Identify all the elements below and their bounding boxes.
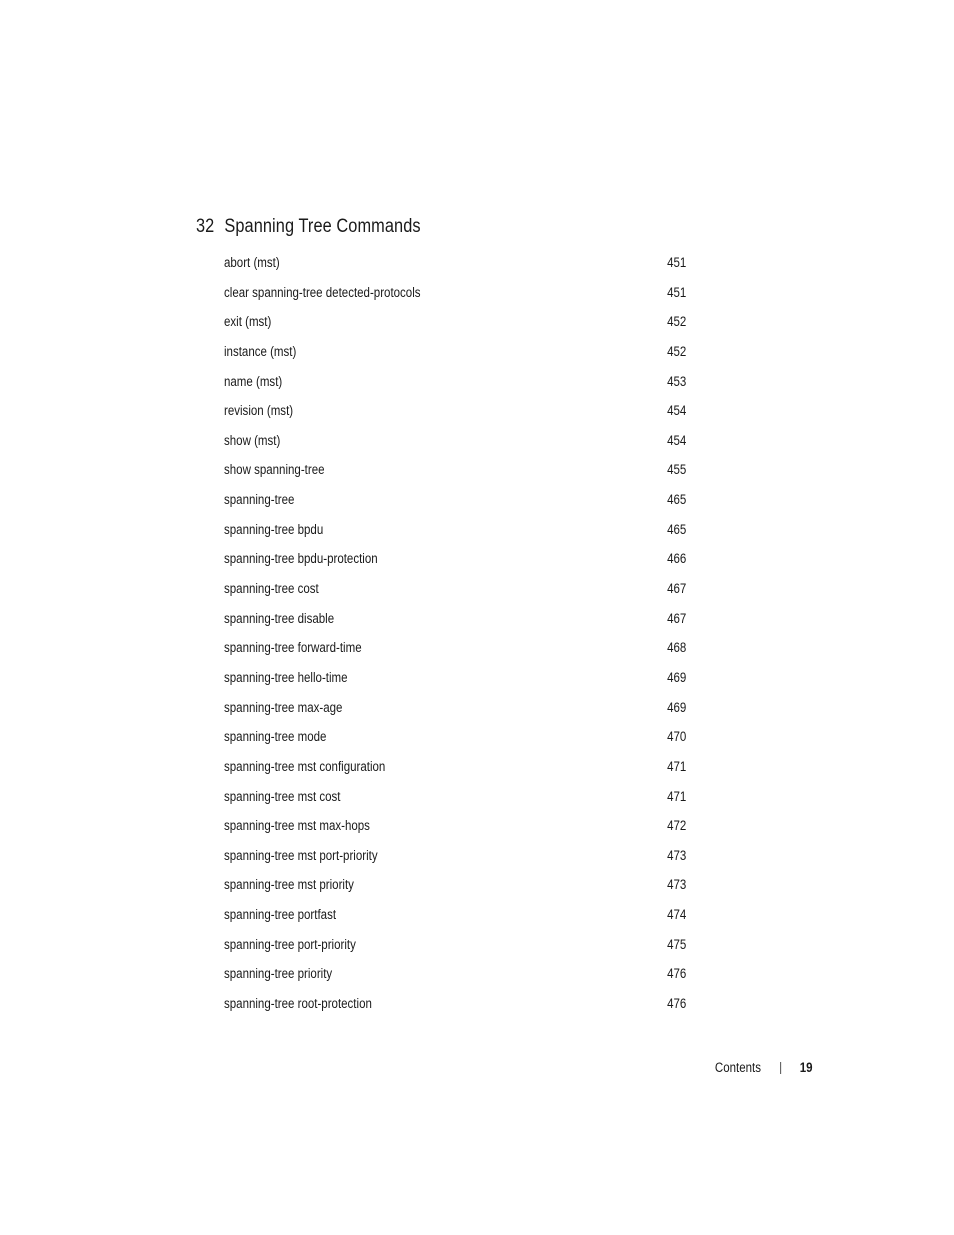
page-footer	[715, 1060, 813, 1075]
toc-entry-title[interactable]: spanning-tree	[224, 492, 295, 508]
toc-entry-page[interactable]: 453	[666, 373, 686, 389]
toc-entry-title[interactable]: abort (mst)	[224, 255, 280, 270]
chapter-heading	[196, 216, 421, 238]
footer-page-number: 19	[800, 1060, 813, 1075]
toc-entry[interactable]	[224, 337, 686, 367]
toc-entry-page[interactable]: 471	[666, 758, 686, 774]
toc-entry[interactable]	[224, 604, 686, 634]
toc-entry[interactable]	[224, 278, 686, 308]
toc-entry-title[interactable]: spanning-tree port-priority	[224, 936, 356, 952]
toc-entry[interactable]	[224, 752, 686, 782]
toc-entry[interactable]	[224, 722, 686, 752]
toc-entry[interactable]	[224, 544, 686, 574]
toc-entry-title[interactable]: instance (mst)	[224, 343, 297, 359]
toc-entry[interactable]	[224, 693, 686, 723]
toc-entry-page[interactable]: 452	[666, 314, 686, 330]
toc-entry[interactable]	[224, 515, 686, 545]
toc-entry-title[interactable]: spanning-tree portfast	[224, 907, 337, 923]
toc-entry-title[interactable]: spanning-tree mst max-hops	[224, 818, 370, 834]
toc-entry[interactable]	[224, 989, 686, 1019]
toc-entry-title[interactable]: spanning-tree bpdu	[224, 521, 324, 537]
toc-entry-page[interactable]: 473	[666, 877, 686, 893]
toc-entry-title[interactable]: spanning-tree cost	[224, 581, 319, 597]
toc-entry-title[interactable]: spanning-tree bpdu-protection	[224, 551, 378, 567]
toc-entry-title[interactable]: spanning-tree mode	[224, 729, 327, 745]
toc-entry[interactable]	[224, 485, 686, 515]
toc-entry-page[interactable]: 472	[666, 818, 686, 834]
chapter-number: 32	[196, 216, 215, 237]
toc-entry[interactable]	[224, 663, 686, 693]
toc-entry-page[interactable]: 469	[666, 669, 686, 685]
toc-entry-title[interactable]: spanning-tree root-protection	[224, 996, 372, 1012]
toc-entry-title[interactable]: clear spanning-tree detected-protocols	[224, 284, 421, 300]
toc-entry-title[interactable]: show spanning-tree	[224, 462, 325, 478]
toc-entry[interactable]	[224, 367, 686, 397]
toc-entry[interactable]	[224, 930, 686, 960]
toc-entry-title[interactable]: spanning-tree max-age	[224, 699, 343, 715]
toc-entry[interactable]	[224, 841, 686, 871]
toc-entry-page[interactable]: 473	[666, 847, 686, 863]
toc-entry-page[interactable]: 471	[666, 788, 686, 804]
toc-entry-page[interactable]: 467	[666, 610, 686, 626]
footer-section-label: Contents	[715, 1060, 762, 1075]
toc-entry[interactable]	[224, 307, 686, 337]
toc-entry[interactable]	[224, 248, 686, 278]
toc-entry-page[interactable]: 466	[666, 551, 686, 567]
toc-entry-title[interactable]: spanning-tree disable	[224, 610, 335, 626]
toc-entry[interactable]	[224, 811, 686, 841]
toc-entry-title[interactable]: spanning-tree mst cost	[224, 788, 341, 804]
toc-entry-page[interactable]: 467	[666, 581, 686, 597]
toc-entry[interactable]	[224, 396, 686, 426]
toc-entry-page[interactable]: 454	[666, 403, 686, 419]
toc-list	[224, 248, 686, 1019]
toc-entry-page[interactable]: 451	[666, 255, 686, 270]
toc-entry[interactable]	[224, 782, 686, 812]
toc-entry-title[interactable]: spanning-tree mst port-priority	[224, 847, 378, 863]
toc-entry[interactable]	[224, 959, 686, 989]
toc-entry[interactable]	[224, 900, 686, 930]
toc-entry-page[interactable]: 465	[666, 521, 686, 537]
toc-entry-title[interactable]: spanning-tree hello-time	[224, 669, 348, 685]
toc-entry-page[interactable]: 452	[666, 343, 686, 359]
toc-entry-title[interactable]: exit (mst)	[224, 314, 272, 330]
toc-entry-title[interactable]: show (mst)	[224, 432, 281, 448]
toc-entry-title[interactable]: revision (mst)	[224, 403, 294, 419]
toc-entry-page[interactable]: 476	[666, 996, 686, 1012]
footer-divider	[780, 1062, 781, 1074]
toc-entry-title[interactable]: name (mst)	[224, 373, 283, 389]
toc-entry-page[interactable]: 470	[666, 729, 686, 745]
toc-entry-page[interactable]: 475	[666, 936, 686, 952]
toc-entry-page[interactable]: 476	[666, 966, 686, 982]
toc-entry-title[interactable]: spanning-tree priority	[224, 966, 333, 982]
toc-entry[interactable]	[224, 633, 686, 663]
toc-entry[interactable]	[224, 426, 686, 456]
toc-entry[interactable]	[224, 574, 686, 604]
toc-entry-page[interactable]: 454	[666, 432, 686, 448]
toc-entry-title[interactable]: spanning-tree mst priority	[224, 877, 354, 893]
toc-entry-title[interactable]: spanning-tree mst configuration	[224, 758, 386, 774]
toc-entry-page[interactable]: 469	[666, 699, 686, 715]
toc-entry[interactable]	[224, 870, 686, 900]
toc-entry-page[interactable]: 465	[666, 492, 686, 508]
toc-entry[interactable]	[224, 455, 686, 485]
toc-entry-page[interactable]: 451	[666, 284, 686, 300]
toc-entry-page[interactable]: 474	[666, 907, 686, 923]
toc-entry-page[interactable]: 468	[666, 640, 686, 656]
toc-entry-page[interactable]: 455	[666, 462, 686, 478]
chapter-title: Spanning Tree Commands	[224, 216, 421, 237]
toc-entry-title[interactable]: spanning-tree forward-time	[224, 640, 362, 656]
